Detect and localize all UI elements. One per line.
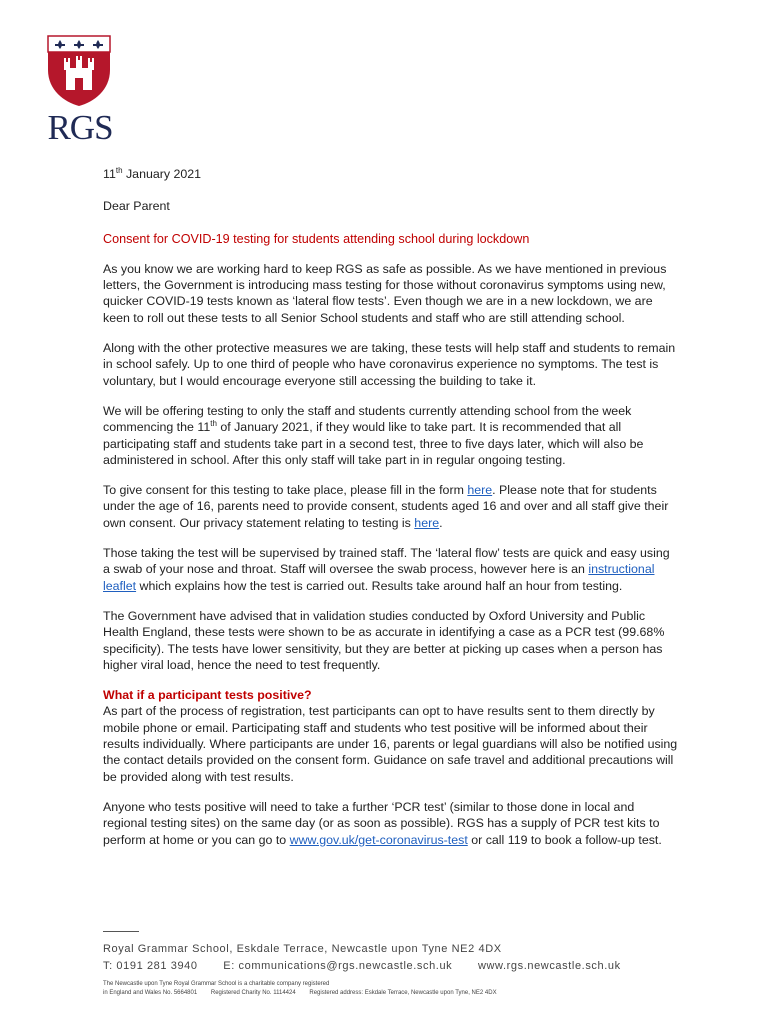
paragraph-protective-measures: Along with the other protective measures we are taking, these tests will help staff and students to remain in school safely. Up to one third of people who have coronavirus experience no symptoms. The test is voluntary, but I would encourage everyone still accessing the building to take it.: [103, 341, 676, 388]
paragraph-registration: As part of the process of registration, test participants can opt to have results sent to them directly by mobile phone or email. Participating staff and students who test positive will be informed about their results individually. Where participants are under 16, parents or legal guardians will also be notified using the contact details provided on the consent form. Guidance on safe travel and additional precautions will be provided along with test results.: [103, 704, 678, 784]
gov-test-link[interactable]: www.gov.uk/get-coronavirus-test: [289, 832, 468, 847]
instructional-leaflet-link[interactable]: instructional leaflet: [103, 562, 655, 593]
letter-subject: Consent for COVID-19 testing for students attending school during lockdown: [103, 231, 530, 246]
footer-contact-line: [103, 958, 621, 975]
footer-legal: [103, 980, 497, 998]
school-wordmark: RGS: [47, 108, 113, 147]
legal-line-2: in England and Wales No. 5664801 Registered Charity No. 1114424 Registered address: Eskdale Terrace, Newcastle upon Tyne, NE2 4DX: [103, 990, 497, 996]
footer-address: Royal Grammar School, Eskdale Terrace, Newcastle upon Tyne NE2 4DX: [103, 943, 502, 955]
paragraph-testing-schedule: We will be offering testing to only the staff and students currently attending school from the week commencing the 11th of January 2021, if they would like to take part. It is recommended that all participating staff and students take part in a second test, three to five days later, which will also be administered in school. After this only staff will take part in in regular ongoing testing.: [103, 403, 644, 467]
footer-website: www.rgs.newcastle.sch.uk: [477, 960, 621, 972]
letter-body: [103, 166, 678, 862]
salutation: Dear Parent: [103, 199, 170, 214]
footer-phone: T: 0191 281 3940: [103, 960, 198, 972]
paragraph-consent: To give consent for this testing to take place, please fill in the form here. Please note that for students under the age of 16, parents need to provide consent, students aged 16 and over and all staff give their own consent. Our privacy statement relating to testing is here.: [103, 483, 669, 530]
paragraph-intro: As you know we are working hard to keep RGS as safe as possible. As we have mentioned in previous letters, the Government is introducing mass testing for those without coronavirus symptoms using new, quicker COVID-19 tests known as ‘lateral flow tests’. Even though we are in a new lockdown, we are keen to roll out these tests to all Senior School students and staff who are still attending school.: [103, 261, 667, 325]
footer-divider: [103, 931, 139, 932]
privacy-statement-link[interactable]: here: [414, 515, 440, 530]
paragraph-accuracy: The Government have advised that in validation studies conducted by Oxford University and Public Health England, these tests were shown to be as accurate in identifying a case as a PCR test (99.68% specificity). The tests have lower sensitivity, but they are better at picking up cases when a person has higher viral load, hence the need to test frequently.: [103, 608, 665, 672]
crest-icon: [46, 34, 112, 108]
legal-line-1: The Newcastle upon Tyne Royal Grammar School is a charitable company registered: [103, 981, 330, 987]
letter-date: 11th January 2021: [103, 165, 202, 181]
paragraph-pcr-test: Anyone who tests positive will need to take a further ‘PCR test’ (similar to those done in local and regional testing sites) on the same day (or as soon as possible). RGS has a supply of PCR test kits to perform at home or you can go to www.gov.uk/get-coronavirus-test or call 119 to book a follow-up test.: [103, 799, 662, 847]
section-heading-positive: What if a participant tests positive?: [103, 688, 312, 703]
footer-email: E: communications@rgs.newcastle.sch.uk: [223, 960, 453, 972]
consent-form-link[interactable]: here: [467, 483, 493, 498]
paragraph-supervision: Those taking the test will be supervised by trained staff. The ‘lateral flow’ tests are quick and easy using a swab of your nose and throat. Staff will oversee the swab process, however here is an instructional leaflet which explains how the test is carried out. Results take around half an hour from testing.: [103, 546, 670, 593]
footer-contact: [103, 941, 621, 975]
